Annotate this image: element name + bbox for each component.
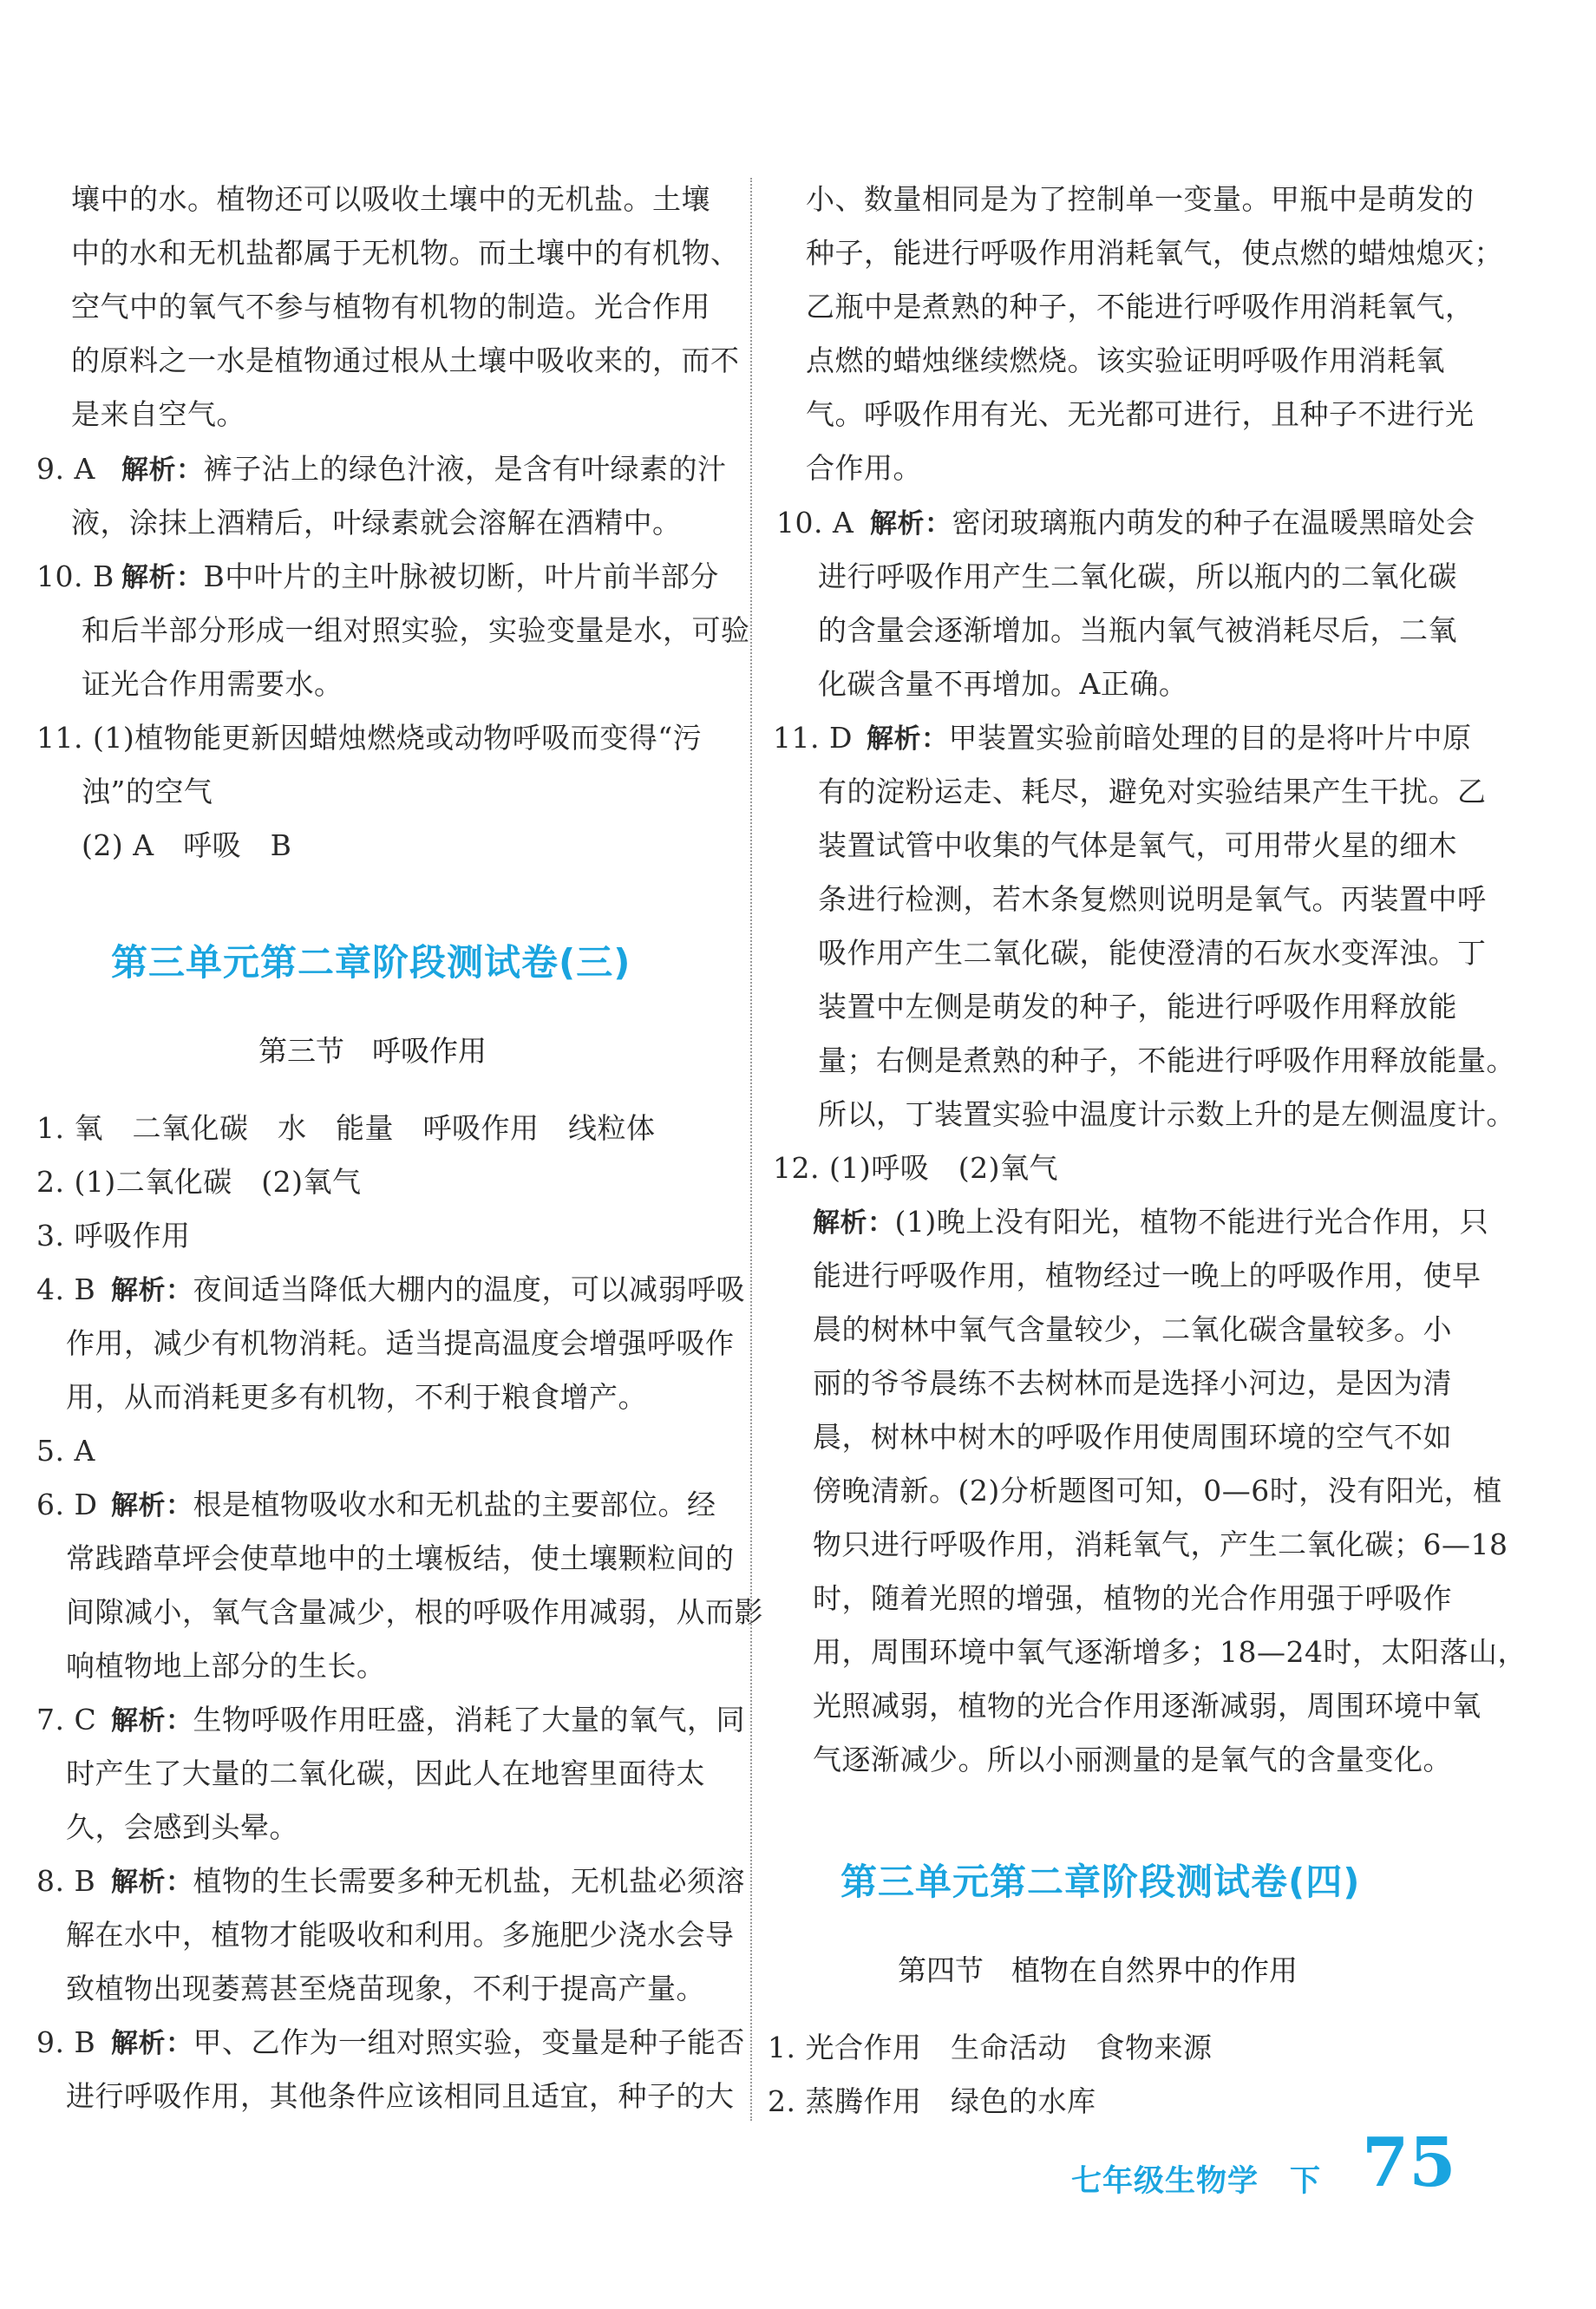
text-line: 傍晚清新。(2)分析题图可知，0—6时，没有阳光，植 <box>813 1474 1502 1508</box>
subsection-title-4: 第四节 植物在自然界中的作用 <box>898 1953 1298 1987</box>
text-line: 2. 蒸腾作用 绿色的水库 <box>768 2084 1096 2118</box>
question-number: 10. B <box>36 559 114 593</box>
text-line: 12. (1)呼吸 (2)氧气 <box>773 1151 1058 1185</box>
analysis-label: 解析： <box>870 508 952 540</box>
left-q5: 5. A <box>36 1434 95 1468</box>
text-line: 时产生了大量的二氧化碳，因此人在地窖里面待太 <box>66 1756 705 1790</box>
text-line: 的原料之一水是植物通过根从土壤中吸收来的，而不 <box>71 343 740 377</box>
text-line: (1)晚上没有阳光，植物不能进行光合作用，只 <box>894 1205 1489 1239</box>
text-line: 夜间适当降低大棚内的温度，可以减弱呼吸 <box>193 1272 745 1306</box>
text-line: 空气中的氧气不参与植物有机物的制造。光合作用 <box>71 290 710 324</box>
text-line: 小、数量相同是为了控制单一变量。甲瓶中是萌发的 <box>806 182 1475 216</box>
page-number: 75 <box>1362 2123 1456 2202</box>
text-line: 致植物出现萎蔫甚至烧苗现象，不利于提高产量。 <box>66 1972 705 2005</box>
column-divider <box>750 178 752 2121</box>
text-line: 裤子沾上的绿色汁液，是含有叶绿素的汁 <box>203 452 727 486</box>
text-line: 种子，能进行呼吸作用消耗氧气，使点燃的蜡烛熄灭； <box>806 236 1503 270</box>
text-line: 时，随着光照的增强，植物的光合作用强于呼吸作 <box>813 1581 1452 1615</box>
question-number: 9. A <box>36 452 95 486</box>
analysis-label: 解析： <box>111 1705 193 1737</box>
text-line: 有的淀粉运走、耗尽，避免对实验结果产生干扰。乙 <box>818 775 1487 808</box>
text-line: 吸作用产生二氧化碳，能使澄清的石灰水变浑浊。丁 <box>818 936 1487 970</box>
text-line: 根是植物吸收水和无机盐的主要部位。经 <box>193 1488 716 1521</box>
text-line: 乙瓶中是煮熟的种子，不能进行呼吸作用消耗氧气， <box>806 290 1475 324</box>
text-line: 3. 呼吸作用 <box>36 1219 191 1253</box>
text-line: 气。呼吸作用有光、无光都可进行，且种子不进行光 <box>806 397 1475 431</box>
text-line: 光照减弱，植物的光合作用逐渐减弱，周围环境中氧 <box>813 1689 1482 1723</box>
subsection-title-3: 第三节 呼吸作用 <box>258 1034 487 1068</box>
text-line: 常践踏草坪会使草地中的土壤板结，使土壤颗粒间的 <box>66 1541 735 1575</box>
text-line: 晨的树林中氧气含量较少，二氧化碳含量较多。小 <box>813 1312 1452 1346</box>
text-line: 能进行呼吸作用，植物经过一晚上的呼吸作用，使早 <box>813 1259 1482 1292</box>
text-line: 甲、乙作为一组对照实验，变量是种子能否 <box>193 2025 745 2059</box>
question-number: 11. D <box>773 721 853 755</box>
text-line: 用，周围环境中氧气逐渐增多；18—24时，太阳落山， <box>813 1635 1527 1669</box>
text-line: 丽的爷爷晨练不去树林而是选择小河边，是因为清 <box>813 1366 1452 1400</box>
text-line: 生物呼吸作用旺盛，消耗了大量的氧气，同 <box>193 1703 745 1737</box>
text-line: B中叶片的主叶脉被切断，叶片前半部分 <box>203 559 719 593</box>
text-line: 进行呼吸作用，其他条件应该相同且适宜，种子的大 <box>66 2079 735 2113</box>
text-line: 1. 氧 二氧化碳 水 能量 呼吸作用 线粒体 <box>36 1111 656 1145</box>
text-line: 浊”的空气 <box>82 775 213 808</box>
section-title-3: 第三单元第二章阶段测试卷(三) <box>111 941 631 984</box>
analysis-label: 解析： <box>111 1275 193 1306</box>
text-line <box>813 1203 1488 1242</box>
question-number: 10. A <box>776 506 854 540</box>
analysis-label: 解析： <box>121 455 204 486</box>
text-line: 晨，树林中树木的呼吸作用使周围环境的空气不如 <box>813 1420 1452 1454</box>
text-line: 壤中的水。植物还可以吸收土壤中的无机盐。土壤 <box>71 182 710 216</box>
text-line: 装置中左侧是萌发的种子，能进行呼吸作用释放能 <box>818 990 1457 1024</box>
text-line: 密闭玻璃瓶内萌发的种子在温暖黑暗处会 <box>952 506 1475 540</box>
question-number: 4. B <box>36 1272 96 1306</box>
text-line: 合作用。 <box>806 451 922 485</box>
analysis-label: 解析： <box>867 723 949 755</box>
analysis-label: 解析： <box>121 562 204 593</box>
text-line <box>36 1486 716 1525</box>
text-line <box>36 450 727 489</box>
text-line: 作用，减少有机物消耗。适当提高温度会增强呼吸作 <box>66 1326 735 1360</box>
text-line: 条进行检测，若木条复燃则说明是氧气。丙装置中呼 <box>818 882 1487 916</box>
analysis-label: 解析： <box>111 1867 193 1898</box>
text-line: 点燃的蜡烛继续燃烧。该实验证明呼吸作用消耗氧 <box>806 343 1445 377</box>
text-line <box>36 1271 745 1310</box>
question-number: 7. C <box>36 1703 97 1737</box>
text-line <box>36 2024 745 2063</box>
text-line <box>36 1862 745 1901</box>
text-line: 植物的生长需要多种无机盐，无机盐必须溶 <box>193 1864 745 1898</box>
text-line: 1. 光合作用 生命活动 食物来源 <box>768 2031 1213 2064</box>
text-line: 装置试管中收集的气体是氧气，可用带火星的细木 <box>818 828 1457 862</box>
question-number: 6. D <box>36 1488 98 1521</box>
text-line <box>36 1701 745 1740</box>
text-line: 是来自空气。 <box>71 397 245 431</box>
text-line: 液，涂抹上酒精后，叶绿素就会溶解在酒精中。 <box>71 506 682 540</box>
analysis-label: 解析： <box>111 1490 193 1521</box>
text-line: 和后半部分形成一组对照实验，实验变量是水，可验 <box>82 613 750 647</box>
text-line <box>36 558 719 597</box>
text-line: 间隙减小，氧气含量减少，根的呼吸作用减弱，从而影 <box>66 1595 763 1629</box>
text-line: 解在水中，植物才能吸收和利用。多施肥少浇水会导 <box>66 1918 735 1952</box>
question-number: 8. B <box>36 1864 96 1898</box>
text-line: 所以，丁装置实验中温度计示数上升的是左侧温度计。 <box>818 1097 1515 1131</box>
text-line: 11. (1)植物能更新因蜡烛燃烧或动物呼吸而变得“污 <box>36 721 703 755</box>
text-line: 用，从而消耗更多有机物，不利于粮食增产。 <box>66 1380 647 1414</box>
analysis-label: 解析： <box>813 1207 895 1239</box>
section-title-4: 第三单元第二章阶段测试卷(四) <box>841 1861 1361 1903</box>
text-line: 中的水和无机盐都属于无机物。而土壤中的有机物、 <box>71 236 740 270</box>
text-line: 证光合作用需要水。 <box>82 667 343 701</box>
text-line: 久，会感到头晕。 <box>66 1810 298 1844</box>
text-line: 量；右侧是煮熟的种子，不能进行呼吸作用释放能量。 <box>818 1043 1515 1077</box>
analysis-label: 解析： <box>111 2028 193 2059</box>
text-line: 响植物地上部分的生长。 <box>66 1649 386 1683</box>
text-line: 2. (1)二氧化碳 (2)氧气 <box>36 1165 362 1199</box>
text-line <box>773 719 1472 758</box>
text-line: 物只进行呼吸作用，消耗氧气，产生二氧化碳；6—18 <box>813 1527 1508 1561</box>
text-line: 甲装置实验前暗处理的目的是将叶片中原 <box>948 721 1472 755</box>
text-line: 气逐渐减少。所以小丽测量的是氧气的含量变化。 <box>813 1743 1452 1776</box>
question-number: 9. B <box>36 2025 96 2059</box>
text-line <box>776 504 1475 543</box>
text-line: (2) A 呼吸 B <box>82 828 292 862</box>
text-line: 的含量会逐渐增加。当瓶内氧气被消耗尽后，二氧 <box>818 613 1457 647</box>
text-line: 进行呼吸作用产生二氧化碳，所以瓶内的二氧化碳 <box>818 559 1457 593</box>
footer-book-label: 七年级生物学 下 <box>1071 2164 1322 2199</box>
text-line: 化碳含量不再增加。A正确。 <box>818 667 1188 701</box>
